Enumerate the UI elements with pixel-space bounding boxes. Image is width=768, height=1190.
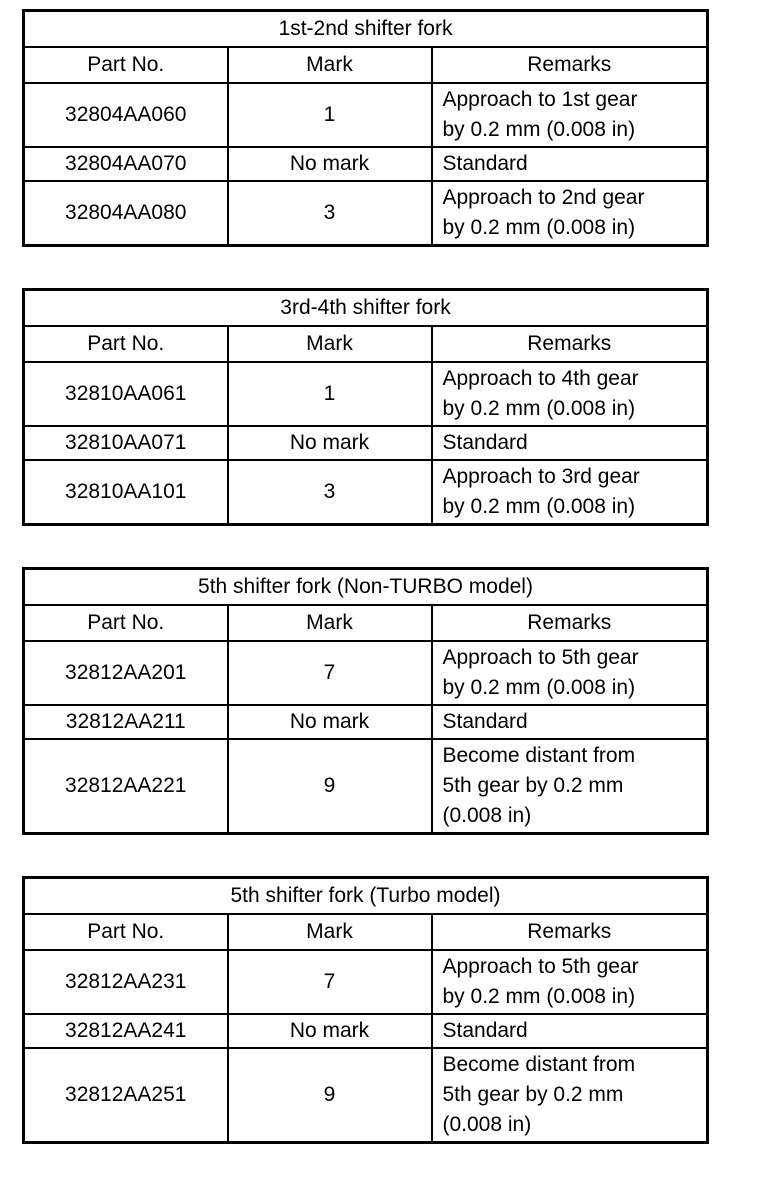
header-mark: Mark xyxy=(228,47,432,83)
part-number-cell: 32812AA201 xyxy=(24,641,228,705)
remarks-cell: Become distant from 5th gear by 0.2 mm (0.008 in) xyxy=(432,1048,708,1142)
remarks-cell: Standard xyxy=(432,705,708,739)
table-title-row xyxy=(24,878,708,915)
header-remarks: Remarks xyxy=(432,914,708,950)
remarks-cell: Standard xyxy=(432,147,708,181)
remarks-cell: Approach to 2nd gear by 0.2 mm (0.008 in) xyxy=(432,181,708,245)
mark-cell: No mark xyxy=(228,705,432,739)
mark-cell: 3 xyxy=(228,181,432,245)
table-title-row xyxy=(24,11,708,48)
table-row xyxy=(24,147,708,181)
mark-cell: No mark xyxy=(228,426,432,460)
mark-cell: 9 xyxy=(228,739,432,833)
part-number-cell: 32810AA061 xyxy=(24,362,228,426)
part-number-cell: 32812AA241 xyxy=(24,1014,228,1048)
part-number-cell: 32810AA071 xyxy=(24,426,228,460)
remarks-cell: Become distant from 5th gear by 0.2 mm (0.008 in) xyxy=(432,739,708,833)
table-row xyxy=(24,426,708,460)
header-mark: Mark xyxy=(228,326,432,362)
mark-cell: 7 xyxy=(228,950,432,1014)
part-number-cell: 32812AA251 xyxy=(24,1048,228,1142)
remarks-cell: Standard xyxy=(432,426,708,460)
table-header-row xyxy=(24,605,708,641)
header-part-no: Part No. xyxy=(24,605,228,641)
remarks-cell: Approach to 5th gear by 0.2 mm (0.008 in) xyxy=(432,641,708,705)
table-row xyxy=(24,460,708,524)
table-row xyxy=(24,1048,708,1142)
table-title: 3rd-4th shifter fork xyxy=(24,290,708,327)
table-title: 1st-2nd shifter fork xyxy=(24,11,708,48)
header-part-no: Part No. xyxy=(24,47,228,83)
shifter-fork-table-5th-non-turbo xyxy=(22,567,709,835)
table-row xyxy=(24,641,708,705)
part-number-cell: 32810AA101 xyxy=(24,460,228,524)
part-number-cell: 32812AA221 xyxy=(24,739,228,833)
part-number-cell: 32804AA060 xyxy=(24,83,228,147)
table-title: 5th shifter fork (Non-TURBO model) xyxy=(24,569,708,606)
shifter-fork-table-5th-turbo xyxy=(22,876,709,1144)
part-number-cell: 32804AA070 xyxy=(24,147,228,181)
remarks-cell: Approach to 5th gear by 0.2 mm (0.008 in) xyxy=(432,950,708,1014)
table-title: 5th shifter fork (Turbo model) xyxy=(24,878,708,915)
remarks-cell: Standard xyxy=(432,1014,708,1048)
mark-cell: 3 xyxy=(228,460,432,524)
remarks-cell: Approach to 3rd gear by 0.2 mm (0.008 in) xyxy=(432,460,708,524)
mark-cell: 1 xyxy=(228,362,432,426)
part-number-cell: 32804AA080 xyxy=(24,181,228,245)
table-row xyxy=(24,739,708,833)
part-number-cell: 32812AA211 xyxy=(24,705,228,739)
remarks-cell: Approach to 1st gear by 0.2 mm (0.008 in) xyxy=(432,83,708,147)
table-row xyxy=(24,181,708,245)
table-title-row xyxy=(24,569,708,606)
header-mark: Mark xyxy=(228,605,432,641)
table-title-row xyxy=(24,290,708,327)
table-row xyxy=(24,1014,708,1048)
part-number-cell: 32812AA231 xyxy=(24,950,228,1014)
shifter-fork-table-3rd-4th xyxy=(22,288,709,526)
remarks-cell: Approach to 4th gear by 0.2 mm (0.008 in) xyxy=(432,362,708,426)
mark-cell: No mark xyxy=(228,147,432,181)
header-remarks: Remarks xyxy=(432,605,708,641)
mark-cell: 9 xyxy=(228,1048,432,1142)
table-row xyxy=(24,950,708,1014)
header-remarks: Remarks xyxy=(432,326,708,362)
table-header-row xyxy=(24,914,708,950)
table-row xyxy=(24,362,708,426)
table-row xyxy=(24,83,708,147)
header-mark: Mark xyxy=(228,914,432,950)
shifter-fork-table-1st-2nd xyxy=(22,9,709,247)
header-remarks: Remarks xyxy=(432,47,708,83)
header-part-no: Part No. xyxy=(24,914,228,950)
table-row xyxy=(24,705,708,739)
header-part-no: Part No. xyxy=(24,326,228,362)
mark-cell: No mark xyxy=(228,1014,432,1048)
mark-cell: 1 xyxy=(228,83,432,147)
mark-cell: 7 xyxy=(228,641,432,705)
table-header-row xyxy=(24,326,708,362)
table-header-row xyxy=(24,47,708,83)
